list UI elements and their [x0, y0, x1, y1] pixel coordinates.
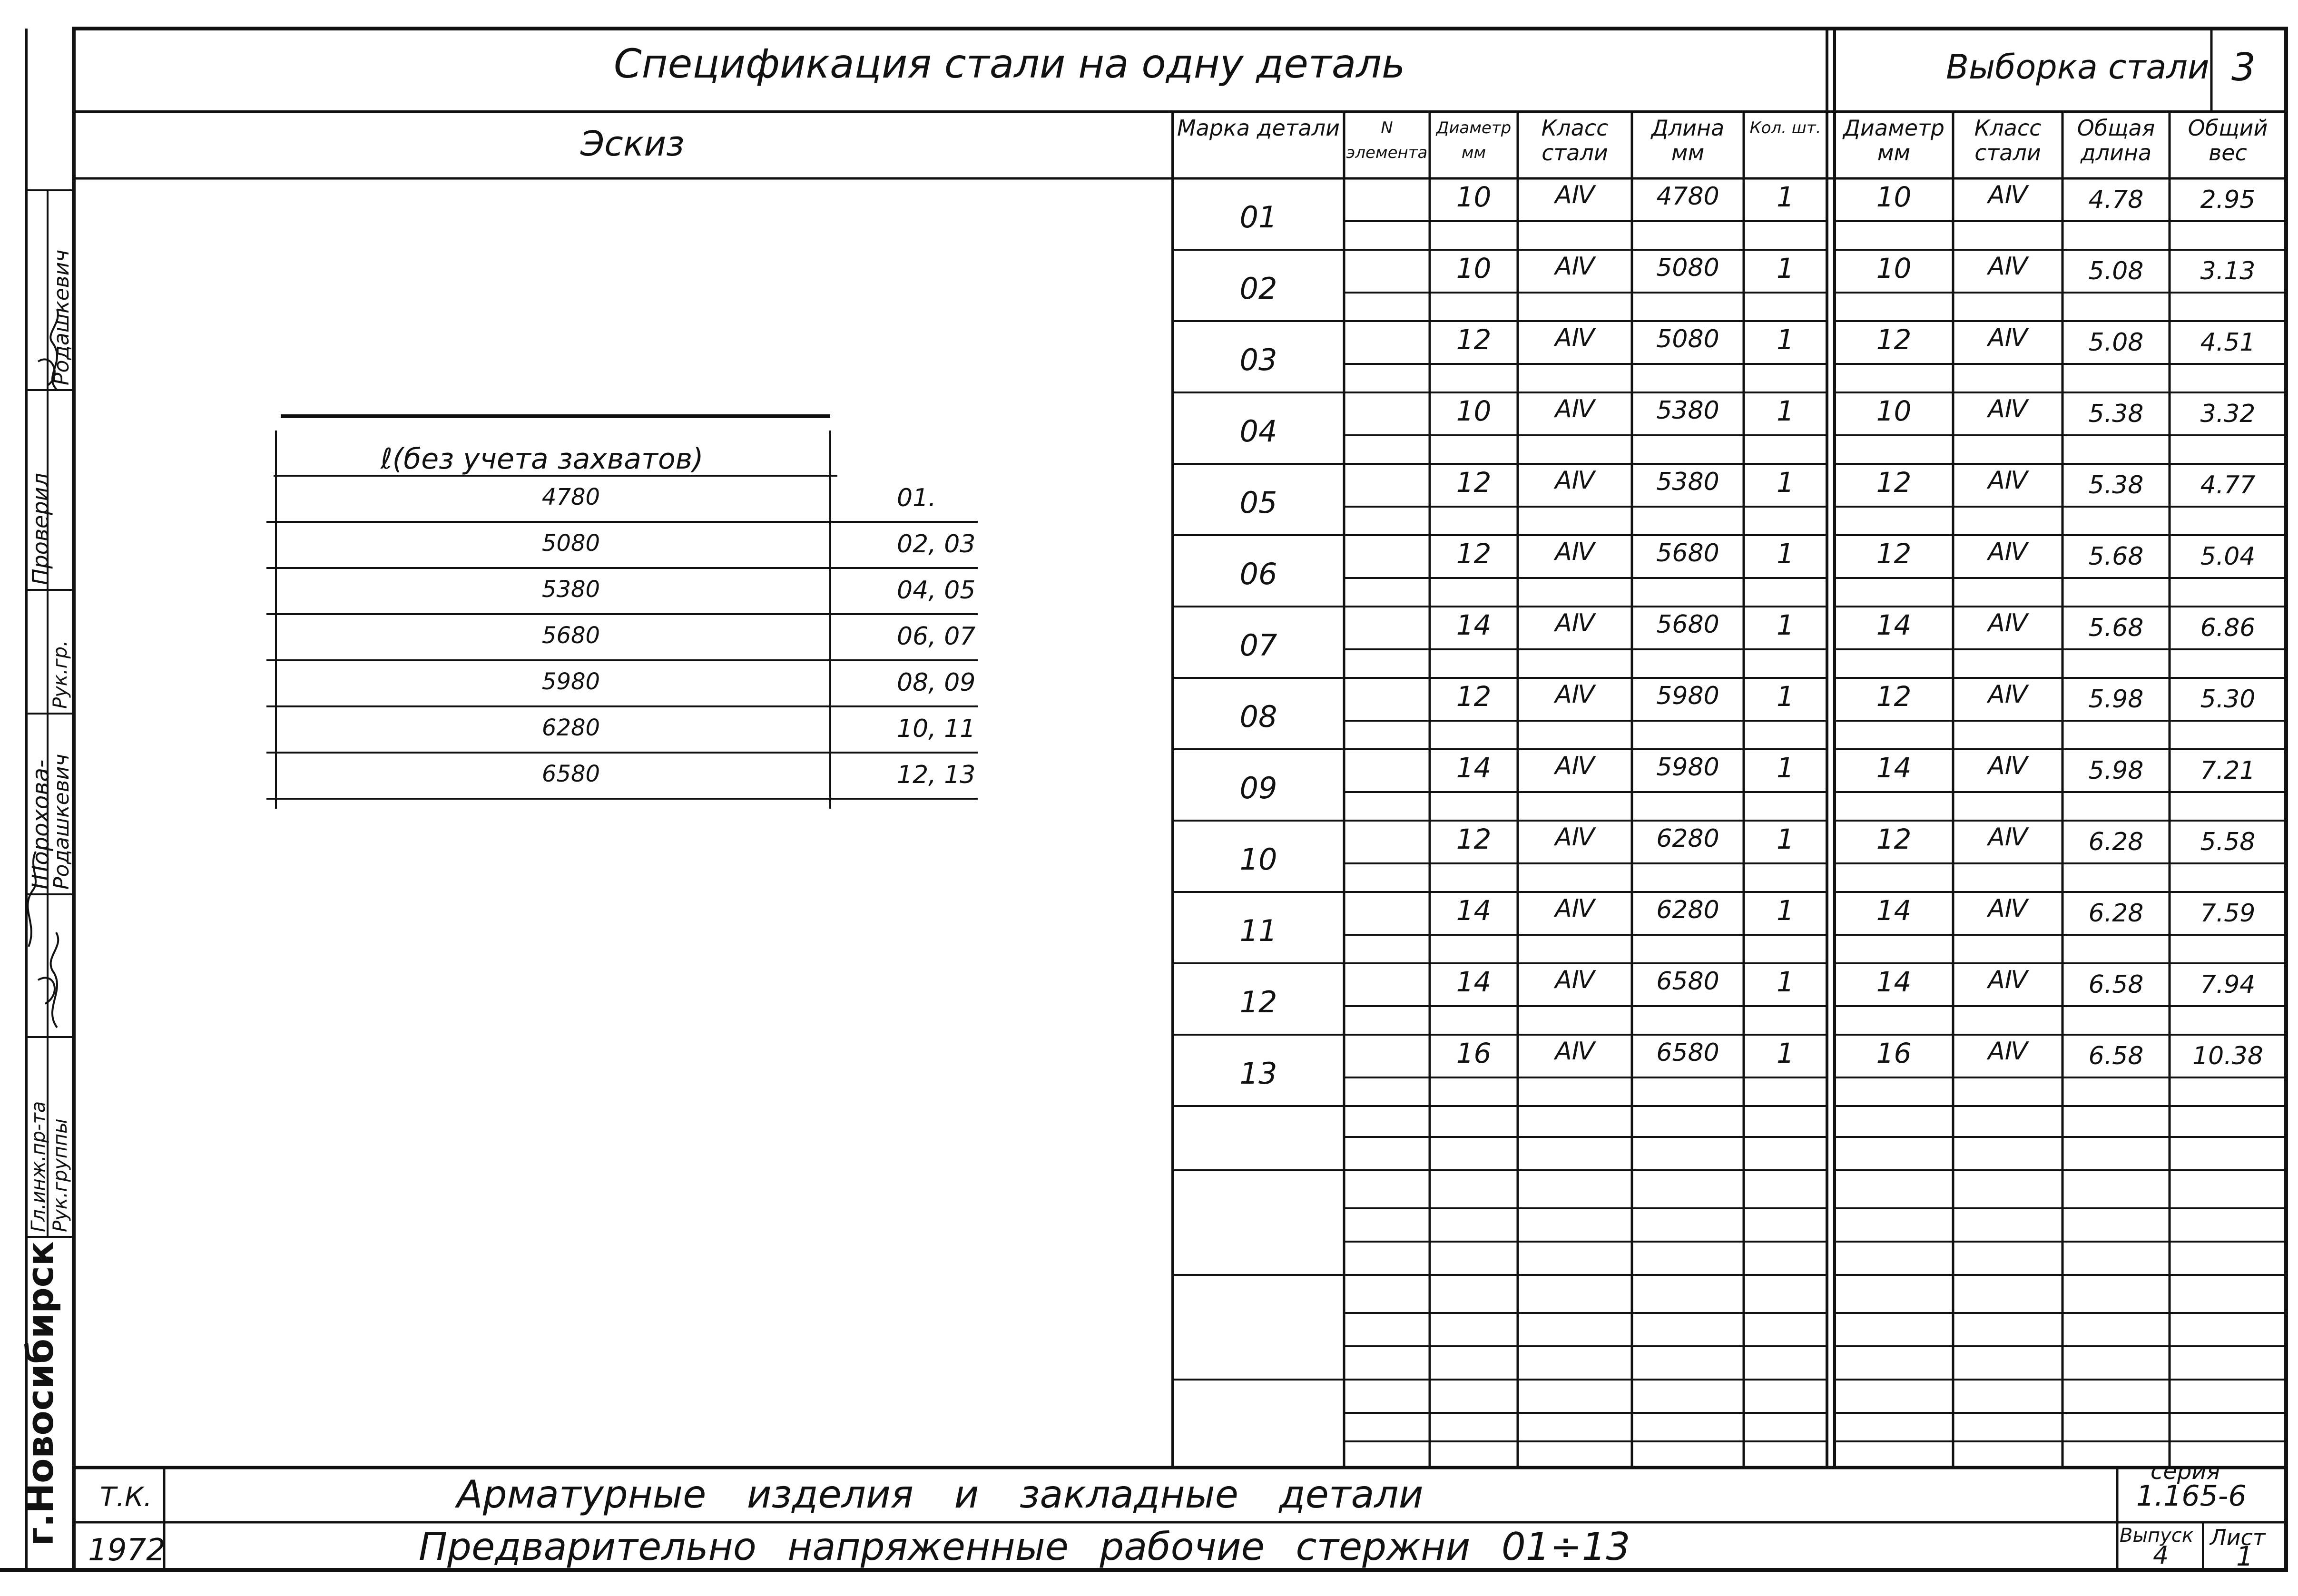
row-sample-class: AⅣ — [1988, 395, 2028, 423]
row-length: 5080 — [1656, 325, 1719, 353]
row-total-length: 6.28 — [2088, 828, 2144, 856]
row-mark: 09 — [1239, 771, 1277, 805]
row-quantity: 1 — [1777, 538, 1794, 570]
row-mark: 11 — [1239, 913, 1277, 948]
row-length: 6580 — [1656, 1038, 1719, 1067]
row-sample-class: AⅣ — [1988, 252, 2028, 281]
row-quantity: 1 — [1777, 181, 1794, 213]
row-steel-class: AⅣ — [1555, 609, 1595, 637]
sketch-marks: 02, 03 — [897, 530, 976, 558]
row-quantity: 1 — [1777, 609, 1794, 641]
row-mark: 10 — [1239, 842, 1277, 877]
row-quantity: 1 — [1777, 323, 1794, 356]
sidebar-role-1: Гл.инж.пр-та — [28, 1101, 49, 1232]
sketch-marks: 04, 05 — [897, 576, 976, 605]
row-quantity: 1 — [1777, 823, 1794, 855]
list-label: Лист — [2210, 1525, 2266, 1550]
sample-header-0: Диаметр мм — [1843, 115, 1945, 166]
sketch-length: 6580 — [541, 761, 600, 787]
row-sample-diameter: 14 — [1876, 609, 1912, 641]
row-mark: 02 — [1239, 271, 1277, 306]
row-sample-class: AⅣ — [1988, 181, 2028, 209]
sketch-marks: 01. — [897, 484, 936, 512]
row-quantity: 1 — [1777, 1037, 1794, 1069]
row-sample-diameter: 14 — [1876, 894, 1912, 927]
row-mark: 03 — [1239, 343, 1277, 377]
row-sample-diameter: 12 — [1876, 680, 1912, 713]
sketch-length-header: ℓ(без учета захватов) — [381, 442, 704, 476]
spec-header-2: Диаметр мм — [1436, 118, 1512, 162]
row-sample-class: AⅣ — [1988, 1037, 2028, 1066]
row-steel-class: AⅣ — [1555, 752, 1595, 780]
row-total-weight: 10.38 — [2192, 1042, 2263, 1070]
row-total-length: 5.98 — [2088, 685, 2144, 714]
row-sample-diameter: 12 — [1876, 323, 1912, 356]
row-steel-class: AⅣ — [1555, 252, 1595, 281]
sidebar-role-2: Рук.группы — [49, 1118, 71, 1232]
row-total-length: 6.28 — [2088, 899, 2144, 928]
row-length: 6580 — [1656, 967, 1719, 996]
row-total-weight: 5.58 — [2200, 828, 2256, 856]
row-total-length: 5.68 — [2088, 614, 2144, 642]
stamp-title-1: Арматурные изделия и закладные детали — [457, 1472, 1424, 1517]
row-quantity: 1 — [1777, 894, 1794, 927]
row-total-length: 5.08 — [2088, 328, 2144, 357]
row-total-weight: 5.30 — [2200, 685, 2256, 714]
row-mark: 01 — [1239, 200, 1277, 235]
row-mark: 12 — [1239, 985, 1277, 1019]
stamp-tk: Т.К. — [100, 1482, 152, 1513]
row-sample-diameter: 14 — [1876, 752, 1912, 784]
row-length: 5980 — [1656, 753, 1719, 782]
series-label: серия — [2151, 1458, 2220, 1485]
row-quantity: 1 — [1777, 966, 1794, 998]
row-total-weight: 2.95 — [2200, 186, 2256, 214]
row-sample-diameter: 14 — [1876, 966, 1912, 998]
row-length: 6280 — [1656, 896, 1719, 924]
sketch-marks: 06, 07 — [897, 622, 976, 651]
sketch-length: 6280 — [541, 715, 600, 741]
row-diameter: 16 — [1456, 1037, 1492, 1069]
spec-title: Спецификация стали на одну деталь — [614, 40, 1405, 87]
row-sample-class: AⅣ — [1988, 323, 2028, 352]
series-value: 1.165-6 — [2136, 1479, 2247, 1513]
sidebar-role-3: Рук.гр. — [49, 640, 71, 709]
sketch-length: 5080 — [541, 530, 600, 557]
sheet-number: 3 — [2231, 45, 2256, 89]
row-mark: 07 — [1239, 628, 1277, 663]
spec-header-1: N элемента — [1346, 118, 1428, 162]
row-quantity: 1 — [1777, 252, 1794, 284]
row-sample-class: AⅣ — [1988, 752, 2028, 780]
row-sample-class: AⅣ — [1988, 609, 2028, 637]
row-total-weight: 5.04 — [2200, 542, 2256, 571]
sample-header-2: Общая длина — [2077, 115, 2155, 166]
row-length: 5380 — [1656, 396, 1719, 425]
row-total-length: 5.08 — [2088, 257, 2144, 285]
row-sample-diameter: 12 — [1876, 466, 1912, 499]
row-diameter: 10 — [1456, 252, 1492, 284]
row-steel-class: AⅣ — [1555, 1037, 1595, 1066]
spec-header-4: Длина мм — [1651, 115, 1725, 166]
vypusk-label: Выпуск — [2120, 1525, 2193, 1547]
row-diameter: 14 — [1456, 609, 1492, 641]
row-length: 5680 — [1656, 610, 1719, 639]
sketch-header: Эскиз — [580, 124, 685, 164]
row-total-length: 6.58 — [2088, 1042, 2144, 1070]
stamp-title-2: Предварительно напряженные рабочие стержни 01÷13 — [419, 1525, 1630, 1569]
row-diameter: 12 — [1456, 323, 1492, 356]
row-diameter: 10 — [1456, 395, 1492, 427]
row-length: 5380 — [1656, 468, 1719, 496]
row-sample-diameter: 10 — [1876, 395, 1912, 427]
row-sample-diameter: 12 — [1876, 823, 1912, 855]
row-length: 6280 — [1656, 824, 1719, 853]
row-diameter: 12 — [1456, 538, 1492, 570]
row-length: 5980 — [1656, 682, 1719, 710]
row-diameter: 12 — [1456, 466, 1492, 499]
row-mark: 05 — [1239, 485, 1277, 520]
row-total-length: 5.68 — [2088, 542, 2144, 571]
row-diameter: 14 — [1456, 966, 1492, 998]
row-sample-class: AⅣ — [1988, 538, 2028, 566]
sketch-marks: 12, 13 — [897, 761, 976, 789]
sample-header-1: Класс стали — [1974, 115, 2042, 166]
sketch-marks: 08, 09 — [897, 668, 976, 697]
row-total-weight: 7.94 — [2200, 970, 2256, 999]
row-total-weight: 4.51 — [2200, 328, 2256, 357]
row-mark: 06 — [1239, 557, 1277, 591]
row-quantity: 1 — [1777, 466, 1794, 499]
list-value: 1 — [2236, 1541, 2253, 1572]
spec-header-0: Марка детали — [1177, 115, 1340, 141]
row-sample-class: AⅣ — [1988, 894, 2028, 923]
row-diameter: 10 — [1456, 181, 1492, 213]
sidebar-name-1: Шорохова- — [28, 759, 54, 890]
row-sample-diameter: 10 — [1876, 252, 1912, 284]
row-sample-class: AⅣ — [1988, 466, 2028, 495]
row-total-weight: 7.59 — [2200, 899, 2256, 928]
row-diameter: 14 — [1456, 752, 1492, 784]
sidebar-city: г.Новосибирск — [19, 1241, 61, 1546]
sidebar-name-2: Родашкевич — [49, 754, 74, 890]
vypusk-value: 4 — [2153, 1541, 2169, 1570]
row-length: 5680 — [1656, 539, 1719, 568]
sketch-length: 5980 — [541, 668, 600, 695]
row-steel-class: AⅣ — [1555, 966, 1595, 994]
row-length: 4780 — [1656, 182, 1719, 211]
row-diameter: 12 — [1456, 823, 1492, 855]
row-steel-class: AⅣ — [1555, 466, 1595, 495]
spec-header-5: Кол. шт. — [1749, 118, 1821, 137]
row-length: 5080 — [1656, 254, 1719, 282]
row-steel-class: AⅣ — [1555, 680, 1595, 709]
row-steel-class: AⅣ — [1555, 395, 1595, 423]
spec-header-3: Класс стали — [1541, 115, 1609, 166]
sketch-length: 4780 — [541, 484, 600, 510]
sketch-length: 5680 — [541, 622, 600, 649]
stamp-year: 1972 — [88, 1533, 166, 1568]
sample-header-3: Общий вес — [2188, 115, 2268, 166]
row-total-length: 5.98 — [2088, 756, 2144, 785]
sidebar-name-3: Родашкевич — [49, 249, 74, 385]
row-steel-class: AⅣ — [1555, 894, 1595, 923]
row-quantity: 1 — [1777, 752, 1794, 784]
row-sample-class: AⅣ — [1988, 966, 2028, 994]
row-total-length: 6.58 — [2088, 970, 2144, 999]
row-steel-class: AⅣ — [1555, 323, 1595, 352]
row-steel-class: AⅣ — [1555, 181, 1595, 209]
row-total-weight: 7.21 — [2200, 756, 2256, 785]
sample-title: Выборка стали — [1946, 48, 2210, 87]
row-sample-diameter: 10 — [1876, 181, 1912, 213]
sketch-marks: 10, 11 — [897, 715, 976, 743]
row-sample-class: AⅣ — [1988, 823, 2028, 852]
row-total-weight: 3.13 — [2200, 257, 2256, 285]
row-total-weight: 3.32 — [2200, 400, 2256, 428]
row-mark: 04 — [1239, 414, 1277, 449]
row-mark: 13 — [1239, 1056, 1277, 1091]
row-sample-class: AⅣ — [1988, 680, 2028, 709]
row-total-weight: 4.77 — [2200, 471, 2256, 499]
row-quantity: 1 — [1777, 680, 1794, 713]
row-diameter: 14 — [1456, 894, 1492, 927]
row-diameter: 12 — [1456, 680, 1492, 713]
row-steel-class: AⅣ — [1555, 538, 1595, 566]
row-steel-class: AⅣ — [1555, 823, 1595, 852]
sketch-length: 5380 — [541, 576, 600, 603]
row-quantity: 1 — [1777, 395, 1794, 427]
row-sample-diameter: 12 — [1876, 538, 1912, 570]
row-sample-diameter: 16 — [1876, 1037, 1912, 1069]
row-total-length: 5.38 — [2088, 471, 2144, 499]
row-total-length: 5.38 — [2088, 400, 2144, 428]
row-total-length: 4.78 — [2088, 186, 2144, 214]
sidebar-role-4: Проверил — [28, 473, 53, 585]
row-total-weight: 6.86 — [2200, 614, 2256, 642]
row-mark: 08 — [1239, 699, 1277, 734]
